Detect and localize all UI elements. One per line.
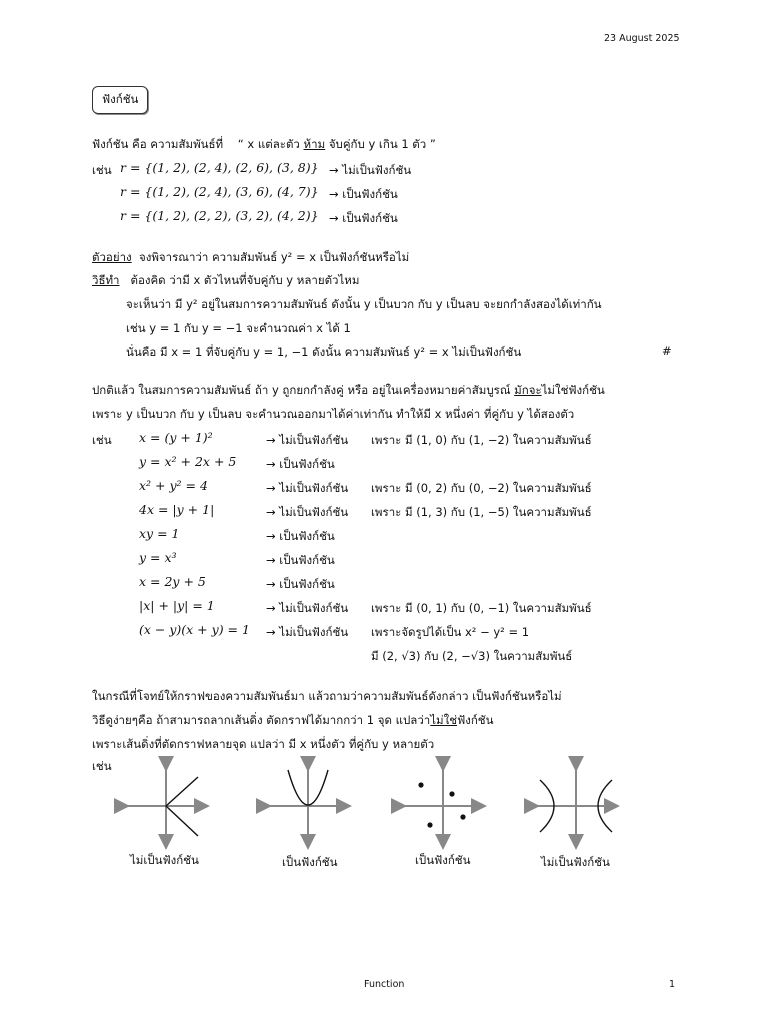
footer-title: Function <box>364 979 405 990</box>
equation-6-result: → เป็นฟังก์ชัน <box>266 553 335 567</box>
equation-6: y = x³ <box>139 550 177 565</box>
equation-9-extra: มี (2, √3) กับ (2, −√3) ในความสัมพันธ์ <box>371 649 573 663</box>
method-step-2: เช่น y = 1 กับ y = −1 จะคำนวณค่า x ได้ 1 <box>126 321 351 335</box>
paragraph3-line3: เพราะเส้นดิ่งที่ตัดกราฟหลายจุด แปลว่า มี x หนึ่งตัว ที่คู่กับ y หลายตัว <box>92 737 435 751</box>
equation-1-reason: เพราะ มี (1, 0) กับ (1, −2) ในความสัมพันธ์ <box>371 433 592 447</box>
paragraph3-line4: เช่น <box>92 759 112 773</box>
equation-4: 4x = |y + 1| <box>139 502 215 517</box>
p2-line1-a: ปกติแล้ว ในสมการความสัมพันธ์ ถ้า y ถูกยกกำลังคู่ หรือ อยู่ในเครื่องหมายค่าสัมบูรณ์ <box>92 383 515 397</box>
equation-8-reason: เพราะ มี (0, 1) กับ (0, −1) ในความสัมพันธ์ <box>371 601 592 615</box>
definition-quote: “ x แต่ละตัว <box>237 137 300 151</box>
example-label: ตัวอย่าง <box>92 250 132 264</box>
equation-3-result: → ไม่เป็นฟังก์ชัน <box>266 481 349 495</box>
equation-1-result: → ไม่เป็นฟังก์ชัน <box>266 433 349 447</box>
equation-3: x² + y² = 4 <box>139 478 208 493</box>
graph-1 <box>126 768 206 846</box>
equation-1: x = (y + 1)² <box>139 430 213 445</box>
method-text: ต้องคิด ว่ามี x ตัวไหนที่จับคู่กับ y หลายตัวไหม <box>130 273 360 287</box>
graph-3 <box>403 768 483 846</box>
graph-1-caption: ไม่เป็นฟังก์ชัน <box>130 853 199 867</box>
equation-9: (x − y)(x + y) = 1 <box>139 622 250 637</box>
equation-9-result: → ไม่เป็นฟังก์ชัน <box>266 625 349 639</box>
p3-line2-u: ไม่ใช่ <box>430 713 458 727</box>
equation-5: xy = 1 <box>139 526 180 541</box>
equation-5-result: → เป็นฟังก์ชัน <box>266 529 335 543</box>
method-step-1: จะเห็นว่า มี y² อยู่ในสมการความสัมพันธ์ ดังนั้น y เป็นบวก กับ y เป็นลบ จะยกกำลังสองได้เท่ากัน <box>126 297 602 311</box>
examples-intro: เช่น <box>92 163 112 177</box>
section-title: ฟังก์ชัน <box>92 86 148 114</box>
equation-2: y = x² + 2x + 5 <box>139 454 237 469</box>
definition-forbid: ห้าม <box>303 137 326 151</box>
equation-4-result: → ไม่เป็นฟังก์ชัน <box>266 505 349 519</box>
graph-2-caption: เป็นฟังก์ชัน <box>282 855 338 869</box>
p2-line1-u: มักจะ <box>514 383 542 397</box>
p2-line1-b: ไม่ใช่ฟังก์ชัน <box>541 383 605 397</box>
relation-3: r = {(1, 2), (2, 2), (3, 2), (4, 2)} <box>120 208 319 223</box>
method-label: วิธีทำ <box>92 273 120 287</box>
graph-4 <box>536 768 616 846</box>
relation-1: r = {(1, 2), (2, 4), (2, 6), (3, 8)} <box>120 160 319 175</box>
equation-3-reason: เพราะ มี (0, 2) กับ (0, −2) ในความสัมพันธ์ <box>371 481 592 495</box>
equation-8: |x| + |y| = 1 <box>139 598 215 613</box>
graph-2 <box>268 768 348 846</box>
paragraph3-line1: ในกรณีที่โจทย์ให้กราฟของความสัมพันธ์มา แล้วถามว่าความสัมพันธ์ดังกล่าว เป็นฟังก์ชันหรือไม่ <box>92 689 562 703</box>
p3-line2-b: ฟังก์ชัน <box>457 713 494 727</box>
equation-8-result: → ไม่เป็นฟังก์ชัน <box>266 601 349 615</box>
equation-7: x = 2y + 5 <box>139 574 206 589</box>
relation-2: r = {(1, 2), (2, 4), (3, 6), (4, 7)} <box>120 184 319 199</box>
definition-lead: ฟังก์ชัน คือ ความสัมพันธ์ที่ <box>92 137 224 151</box>
paragraph2-line2: เพราะ y เป็นบวก กับ y เป็นลบ จะคำนวณออกมาได้ค่าเท่ากัน ทำให้มี x หนึ่งค่า ที่คู่กับ y ได้สองตัว <box>92 407 575 421</box>
relation-3-result: → เป็นฟังก์ชัน <box>329 211 398 225</box>
equations-intro: เช่น <box>92 433 112 447</box>
page-number: 1 <box>669 979 676 990</box>
equation-7-result: → เป็นฟังก์ชัน <box>266 577 335 591</box>
equation-4-reason: เพราะ มี (1, 3) กับ (1, −5) ในความสัมพันธ์ <box>371 505 592 519</box>
p3-line2-a: วิธีดูง่ายๆคือ ถ้าสามารถลากเส้นดิ่ง ตัดกราฟได้มากกว่า 1 จุด แปลว่า <box>92 713 431 727</box>
definition-rest: จับคู่กับ y เกิน 1 ตัว ” <box>328 137 436 151</box>
graph-3-caption: เป็นฟังก์ชัน <box>415 853 471 867</box>
relation-1-result: → ไม่เป็นฟังก์ชัน <box>329 163 412 177</box>
method-step-3: นั่นคือ มี x = 1 ที่จับคู่กับ y = 1, −1 ดังนั้น ความสัมพันธ์ y² = x ไม่เป็นฟังก์ชัน <box>126 345 522 359</box>
example-question: จงพิจารณาว่า ความสัมพันธ์ y² = x เป็นฟังก์ชันหรือไม่ <box>138 250 410 264</box>
relation-2-result: → เป็นฟังก์ชัน <box>329 187 398 201</box>
graph-4-caption: ไม่เป็นฟังก์ชัน <box>541 855 610 869</box>
equation-2-result: → เป็นฟังก์ชัน <box>266 457 335 471</box>
end-mark: # <box>662 344 672 358</box>
page-date: 23 August 2025 <box>604 33 680 44</box>
equation-9-reason: เพราะจัดรูปได้เป็น x² − y² = 1 <box>371 625 530 639</box>
